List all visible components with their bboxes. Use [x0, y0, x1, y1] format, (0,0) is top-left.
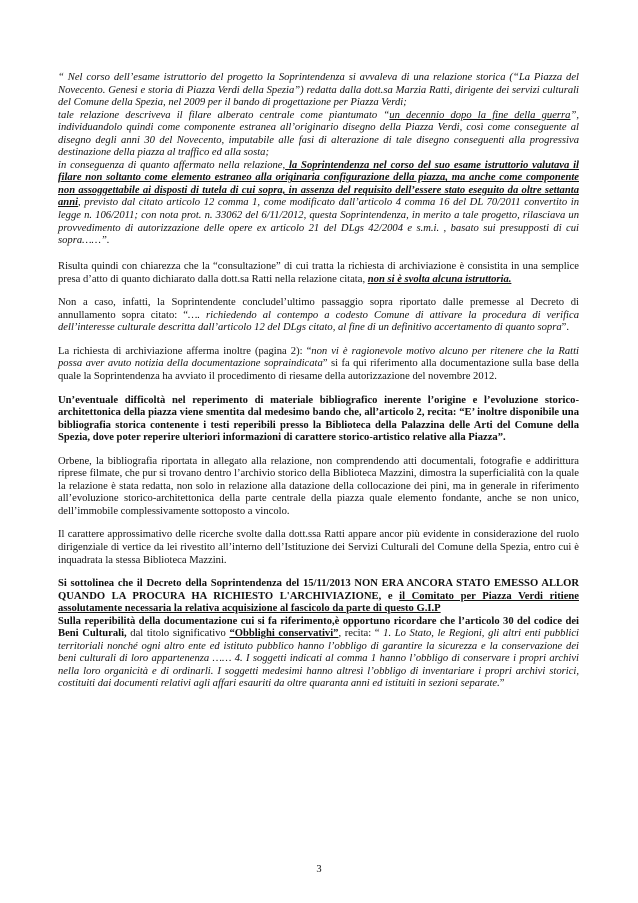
paragraph-text: Non a caso, infatti, la Soprintendente concludel’ultimo passaggio sopra riportato dalle premesse al Decreto di annullamento sopra citato: “ — [58, 297, 579, 321]
quote-underlined-phrase: un decennio dopo la fine della guerra — [389, 109, 571, 121]
paragraph-decreto — [58, 578, 579, 616]
quoted-passage — [58, 72, 579, 248]
quote-part-3: in conseguenza di quanto affermato nella relazione, — [58, 159, 286, 171]
paragraph-text: Si sottolinea che il Decreto della Soprintendenza del 15/11/2013 NON ERA ANCORA STATO EMESSO ALLOR QUANDO LA PROCURA HA RICHIESTO L'ARCHIVIAZIONE, e — [58, 578, 579, 602]
paragraph-carattere: Il carattere approssimativo delle ricerche svolte dalla dott.ssa Ratti appare ancor più evidente in considerazione del ruolo dirigenziale di vertice da lei rivestito all’interno dell’Istituzione dei Servizi Culturali del Comune della Spezia, entro cui è inquadrata la stessa Biblioteca Mazzini. — [58, 529, 579, 566]
paragraph-richiesta — [58, 346, 579, 384]
quote-part-3b: , previsto dal citato articolo 12 comma 1, come modificato dall’articolo 4 comma 16 del DL 70/2011 convertito in legge n. 106/2011; con nota prot. n. 33062 del 6/11/2012, questa Soprintendenza, in merito a tale progetto, rilasciava un provvedimento di autorizzazione delle opere ex articolo 21 del DLgs 42/2004 e s.m.i. , basato sui presupposti di cui sopra……”. — [58, 197, 579, 247]
quote-part-1: “ Nel corso dell’esame istruttorio del progetto la Soprintendenza si avvaleva di una relazione storica (“La Piazza del Novecento. Genesi e storia di Piazza Verdi della Spezia”) redatta dalla dott.sa Marzia Ratti, dirigente dei servizi culturali del Comune della Spezia, nel 2009 per il bando di progettazione per Piazza Verdi; — [58, 72, 579, 109]
paragraph-text: , recita: “ — [338, 628, 384, 640]
title-obblighi: “Obblighi conservativi” — [229, 628, 339, 640]
paragraph-bibliografia-bold: Un’eventuale difficoltà nel reperimento di materiale bibliografico inerente l’origine e l’evoluzione storico-architettonica della piazza viene smentita dal medesimo bando che, all’articolo 2, recita: “E’ inoltre disponibile una bibliografia storica contenente i testi reperibili presso la Biblioteca della Palazzina delle Arti del Comune della Spezia, dove poter reperire ulteriori informazioni di carattere storico-artistico relative alla Piazza”. — [58, 394, 579, 444]
quote-part-2: tale relazione descriveva il filare alberato centrale come piantumato “ — [58, 109, 390, 121]
emphasis-no-istruttoria: non si è svolta alcuna istruttoria. — [367, 273, 512, 285]
paragraph-text: dal titolo significativo — [126, 628, 230, 640]
quote-part-2b: ”, individuandolo quindi come componente estranea all’originario disegno della Piazza Verdi, così come conseguente al disegno degli anni 30 del Novecento, imputabile alle fasi di alterazione di tale disegno conseguenti alla progressiva destinazione della piazza al traffico ed alla sosta; — [58, 109, 579, 159]
bold-intro: Sulla reperibilità della documentazione cui si fa riferimento,è opportuno ricordare che l’articolo 30 del codice dei Beni Culturali, — [58, 615, 579, 640]
paragraph-text: La richiesta di archiviazione afferma inoltre (pagina 2): “ — [58, 345, 312, 357]
closing-quote: ”. — [561, 322, 569, 334]
page-number: 3 — [316, 864, 322, 875]
quoted-article-30: 1. Lo Stato, le Regioni, gli altri enti pubblici territoriali nonché ogni altro ente ed istituto pubblico hanno l’obbligo di garantire la sicurezza e la conservazione dei beni culturali di loro appartenenza …… 4. I soggetti indicati al comma 1 hanno l’obbligo di conservare i propri archivi nella loro organicità e di ordinarli. I soggetti medesimi hanno altresì l’obbligo di inventariare i propri archivi storici, costituiti dai documenti relativi agli affari esauriti da oltre quaranta anni ed istituiti in sezioni separate. — [58, 628, 579, 690]
paragraph-non-a-caso — [58, 297, 579, 335]
closing-quote: ” — [499, 678, 505, 690]
paragraph-text-tail: ” si fa qui riferimento alla documentazione sulla base della quale la Soprintendenza ha avviato il procedimento di riesame della autorizzazione del novembre 2012. — [58, 358, 579, 382]
quoted-request: non vi è ragionevole motivo alcuno per ritenere che la Ratti possa aver avuto notizia della documentazione sopraindicata — [58, 345, 579, 370]
paragraph-text: Risulta quindi con chiarezza che la “consultazione” di cui tratta la richiesta di archiviazione è consistita in una semplice presa d’atto di quanto dichiarato dalla dott.sa Ratti nella relazione citata, — [58, 261, 579, 285]
emphasis-comitato: il Comitato per Piazza Verdi ritiene assolutamente necessaria la relativa acquisizione al fascicolo da parte di questo G.I.P — [58, 590, 579, 615]
quoted-decree: …. richiedendo al contempo a codesto Comune di attivare la procedura di verifica dell’interesse culturale descritta dall’articolo 12 del DLgs citato, al fine di un definitivo accertamento di quanto sopra — [58, 309, 579, 334]
quote-emphasis: la Soprintendenza nel corso del suo esame istruttorio valutava il filare non soltanto come elemento estraneo alla originaria configurazione della piazza, ma anche come componente non assoggettabile ai disposti di tutela di cui sopra, in assenza del requisito dell’essere stato eseguito da oltre settanta anni — [58, 159, 579, 209]
paragraph-consultazione — [58, 261, 579, 286]
paragraph-orbene: Orbene, la bibliografia riportata in allegato alla relazione, non comprendendo atti documentali, fotografie e addirittura riprese filmate, che pur si trovano dentro l’archivio storico della Biblioteca Mazzini, dimostra la superficialità con la quale la relazione è stata redatta, non solo in relazione alla datazione della collocazione dei pini, ma in generale in riferimento all’evoluzione storico-architettonica della parte centrale della piazza quale elemento fondante, anche se non unico, dell’immobile complessivamente sottoposto a vincolo. — [58, 455, 579, 517]
paragraph-reperibilita — [58, 616, 579, 691]
